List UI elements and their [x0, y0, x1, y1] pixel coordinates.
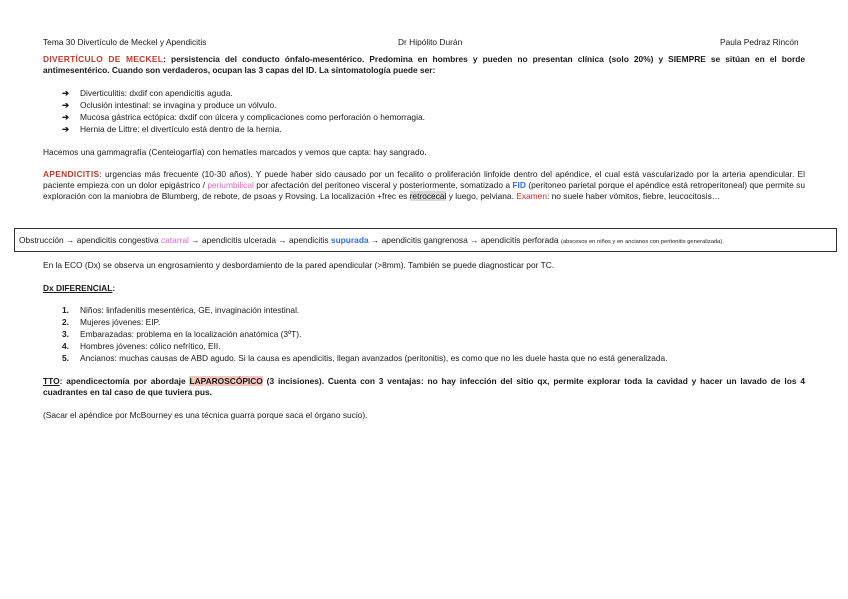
list-item: ➔ Hernia de Littre: el divertículo está dentro de la hernia.	[62, 124, 282, 134]
list-item: ➔ Oclusión intestinal: se invagina y produce un vólvulo.	[62, 100, 277, 110]
header-doctor: Dr Hipólito Durán	[398, 37, 463, 47]
fid-term: FID	[512, 180, 526, 191]
list-item: ➔ Mucosa gástrica ectópica: dxdif con úlcera y complicaciones como perforación o hemorragia.	[62, 112, 425, 122]
list-item: 3. Embarazadas: problema en la localización anatómica (3ºT).	[62, 329, 302, 339]
list-item: 5. Ancianos: muchas causas de ABD agudo. Si la causa es apendicitis, llegan avanzados (peritonitis), es como que no les duele hasta que no está generalizada.	[62, 353, 668, 363]
meckel-text: : persistencia del conducto ónfalo-mesentérico. Predomina en hombres y pueden no presentan clínica (solo 20%) y SIEMPRE se sitúan en el borde antimesentérico. Cuando son verdaderos, ocupan las 3 capas del ID. La sintomatología puede ser:	[43, 54, 806, 76]
laparoscopico-term: LAPAROSCÓPICO	[189, 376, 263, 386]
header-topic: Tema 30 Divertículo de Meckel y Apendicitis	[43, 37, 207, 47]
tto-label: TTO	[43, 376, 60, 386]
meckel-paragraph	[43, 54, 805, 76]
list-item: ➔ Diverticulitis: dxdif con apendicitis aguda.	[62, 88, 233, 98]
sacar-paragraph: (Sacar el apéndice por McBourney es una técnica guarra porque saca el órgano sucio).	[43, 410, 368, 420]
periumbilical-term: periumbilical	[207, 180, 254, 191]
apendicitis-title: APENDICITIS	[43, 169, 100, 179]
list-item: 1. Niños: linfadenitis mesentérica, GE, invaginación intestinal.	[62, 305, 300, 315]
apendicitis-paragraph: APENDICITIS: urgencias más frecuente (10-30 años). Y puede haber sido causado por un fecalito o proliferación linfoide dentro del apéndice, el cual está vascularizado por la arteria apendicular. El paciente empieza con un dolor epigástrico / periumbilical por afectación del peritoneo visceral y posteriormente, somatizado a FID (peritoneo parietal porque el apéndice está retroperitoneal) que permite su exploración con la maniobra de Blumberg, de rebote, de psoas y Rovsing. La localización +frec es retrocecal y luego, pelviana. Examen: no suele haber vómitos, fiebre, leucocitosis…	[43, 169, 805, 202]
supurada-term: supurada	[330, 235, 369, 245]
list-item: 4. Hombres jóvenes: cólico nefrítico, EII.	[62, 341, 221, 351]
dx-title: Dx DIFERENCIAL:	[43, 283, 116, 293]
arrow-right-icon: ➔	[62, 88, 70, 98]
meckel-title: DIVERTÍCULO DE MECKEL	[43, 54, 164, 64]
progression-box: Obstrucción → apendicitis congestiva catarral → apendicitis ulcerada → apendicitis supurada → apendicitis gangrenosa → apendicitis perforada (abscesos en niños y en ancianos con peritonitis generalizada).	[14, 228, 837, 252]
header-author: Paula Pedraz Rincón	[720, 37, 799, 47]
arrow-right-icon: ➔	[62, 112, 70, 122]
arrow-right-icon: ➔	[62, 124, 70, 134]
catarral-term: catarral	[160, 235, 189, 245]
examen-term: Examen	[516, 191, 547, 202]
gammagrafia-paragraph: Hacemos una gammagrafía (Centeiogarfía) con hematíes marcados y vemos que capta: hay sangrado.	[43, 147, 427, 157]
retrocecal-term: retrocecal	[409, 191, 447, 202]
meckel-symptom-list	[62, 87, 425, 135]
arrow-right-icon: ➔	[62, 100, 70, 110]
list-item: 2. Mujeres jóvenes: EIP.	[62, 317, 161, 327]
eco-paragraph: En la ECO (Dx) se observa un engrosamiento y desbordamiento de la pared apendicular (>8mm). También se puede diagnosticar por TC.	[43, 260, 555, 270]
progression-note: (abscesos en niños y en ancianos con peritonitis generalizada).	[560, 239, 724, 245]
dx-list	[62, 304, 668, 364]
tto-paragraph: TTO: apendicectomía por abordaje LAPAROSCÓPICO (3 incisiones). Cuenta con 3 ventajas: no hay infección del sitio qx, permite explorar toda la cavidad y hacer un lavado de los 4 cuadrantes en tal caso de que tuviera pus.	[43, 376, 805, 398]
